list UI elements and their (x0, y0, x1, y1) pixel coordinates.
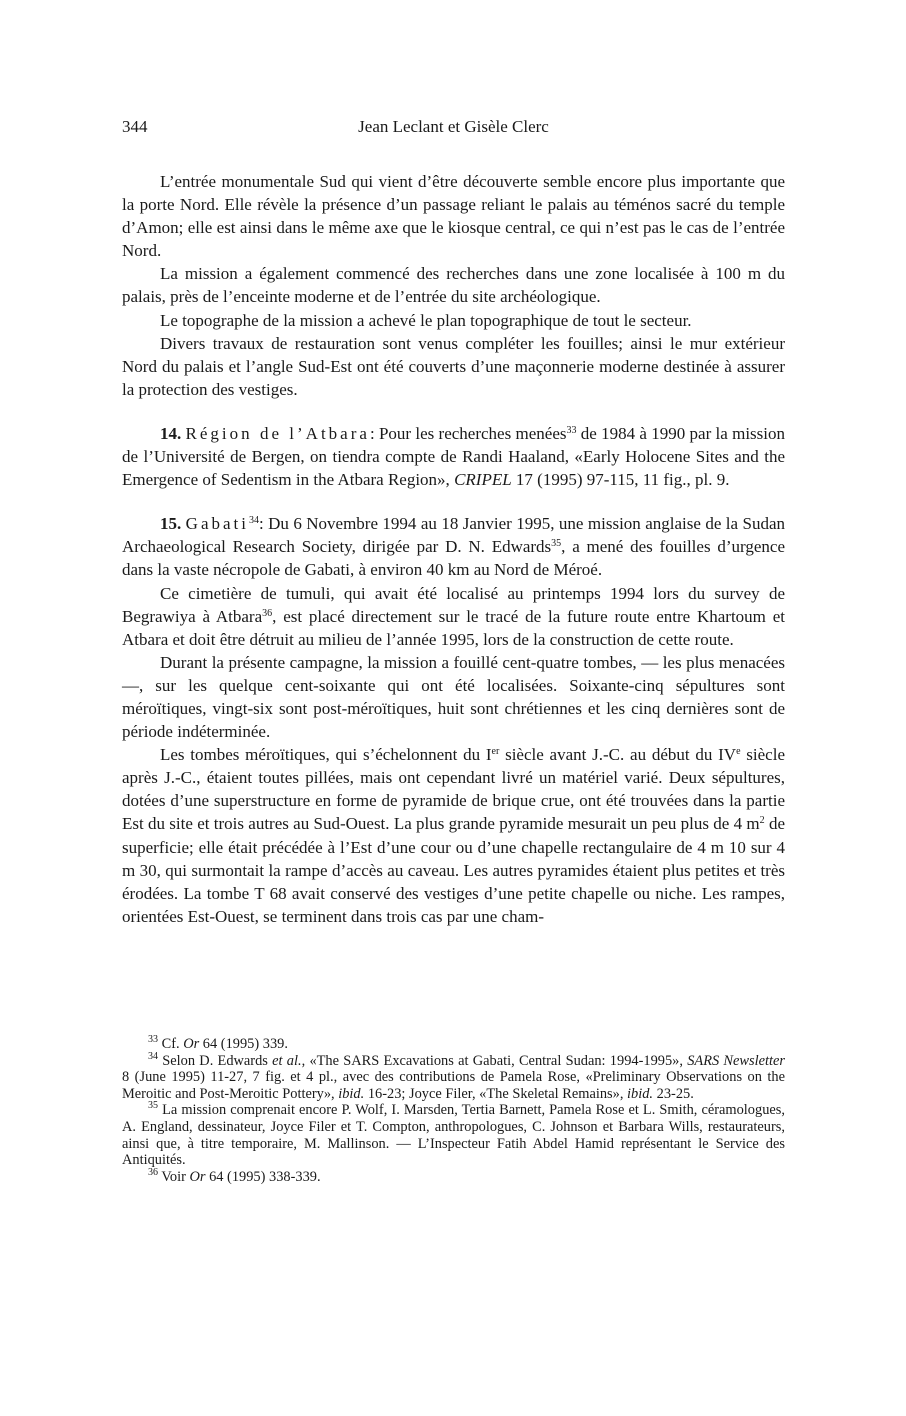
footnote-35: $^{35}$ La mission comprenait encore P. Wolf, I. Marsden, Tertia Barnett, Pamela Rose et L. Smith, céramologues, A. England, dessinateur, Joyce Filer et T. Compton, anthropologues, C. Johnson et Barbara Wills, restaurateurs, ainsi que, à titre temporaire, M. Mallinson. — L’Inspecteur Fatih Abdel Hamid représentant le Service des Antiquités. (122, 1100, 785, 1169)
footnote-34: $^{34}$ Selon D. Edwards et al., «The SARS Excavations at Gabati, Central Sudan: 1994-1995», SARS Newsletter 8 (June 1995) 11-27, 7 fig. et 4 pl., avec des contributions de Pamela Rose, «Preliminary Observations on the Meroitic and Post-Meroitic Pottery», ibid. 16-23; Joyce Filer, «The Skeletal Remains», ibid. 23-25. (122, 1050, 785, 1102)
section-title: Gabati (185, 514, 249, 534)
footnotes (122, 1036, 785, 1185)
section-title: Région de l’Atbara (185, 423, 370, 443)
footnote-ref: 36 (262, 607, 273, 619)
footnote-36: $^{36}$ Voir Or 64 (1995) 338-339. (148, 1166, 321, 1185)
page-number: 344 (122, 117, 148, 136)
paragraph: L’entrée monumentale Sud qui vient d’être découverte semble encore plus importante que la porte Nord. Elle révèle la présence d’un passage reliant le palais au téménos sacré du temple d’Amon; elle est ainsi dans le même axe que le kiosque central, ce qui n’est pas le cas de l’entrée Nord. (122, 172, 785, 261)
section-15: 15. Gabati$^{34}$: Du 6 Novembre 1994 au 18 Janvier 1995, une mission anglaise de la Sudan Archaeological Research Society, dirigée par D. N. Edwards$^{35}$, a mené des fouilles d’urgence dans la vaste nécropole de Gabati, à environ 40 km au Nord de Méroé. (122, 514, 785, 580)
paragraph: Durant la présente campagne, la mission a fouillé cent-quatre tombes, — les plus menacées —, sur les quelque cent-soixante qui ont été localisées. Soixante-cinq sépultures sont méroïtiques, vingt-six sont post-méroïtiques, huit sont chrétiennes et les cinq dernières sont de période indéterminée. (122, 652, 785, 742)
journal-title: CRIPEL (454, 470, 512, 490)
paragraph: Divers travaux de restauration sont venus compléter les fouilles; ainsi le mur extérieur Nord du palais et l’angle Sud-Est ont été couverts d’une maçonnerie moderne destinée à assurer la protection des vestiges. (122, 333, 785, 399)
section-14: 14. Région de l’Atbara: Pour les recherches menées$^{33}$ de 1984 à 1990 par la mission de l’Université de Bergen, on tiendra compte de Randi Haaland, «Early Holocene Sites and the Emergence of Sedentism in the Atbara Region», CRIPEL 17 (1995) 97-115, 11 fig., pl. 9. (122, 423, 786, 490)
footnote-ref: 33 (566, 424, 577, 436)
paragraph: Les tombes méroïtiques, qui s’échelonnent du Ier siècle avant J.-C. au début du IVe siècle après J.-C., étaient toutes pillées, mais ont cependant livré un matériel varié. Deux sépultures, dotées d’une superstructure en forme de pyramide de brique crue, ont été trouvées dans la partie Est du site et trois autres au Sud-Ouest. La plus grande pyramide mesurait un peu plus de 4 $m^2$ de superficie; elle était précédée à l’Est d’une cour ou d’une chapelle rectangulaire de 4 m 10 sur 4 m 30, qui surmontait la rampe d’accès au caveau. Les autres pyramides étaient plus petites et très érodées. La tombe T 68 avait conservé des vestiges d’une petite chapelle ou niche. Les rampes, orientées Est-Ouest, se terminent dans trois cas par une cham- (122, 745, 785, 926)
footnote-33: $^{33}$ Cf. Or 64 (1995) 339. (148, 1034, 288, 1052)
footnote-ref: 35 (551, 538, 562, 550)
section-number: 14. (160, 423, 182, 443)
section-number: 15. (160, 514, 182, 534)
main-text (122, 170, 785, 928)
footnote-ref: 34 (249, 515, 259, 527)
running-title: Jean Leclant et Gisèle Clerc (358, 117, 549, 136)
page-header (122, 117, 785, 143)
paragraph: Le topographe de la mission a achevé le plan topographique de tout le secteur. (160, 310, 692, 330)
paragraph: Ce cimetière de tumuli, qui avait été localisé au printemps 1994 lors du survey de Begrawiya à Atbara$^{36}$, est placé directement sur le tracé de la future route entre Khartoum et Atbara et doit être détruit au milieu de l’année 1995, lors de la construction de cette route. (122, 583, 785, 649)
paragraph: La mission a également commencé des recherches dans une zone localisée à 100 m du palais, près de l’enceinte moderne et de l’entrée du site archéologique. (122, 264, 785, 307)
